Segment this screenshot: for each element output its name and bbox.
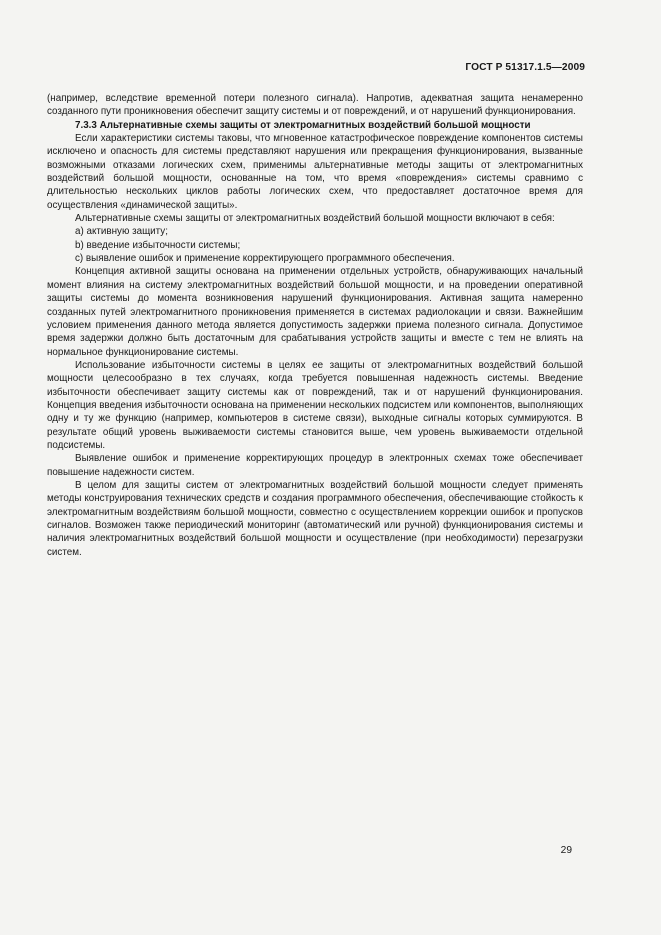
paragraph: Альтернативные схемы защиты от электромагнитных воздействий большой мощности включают в себя: bbox=[75, 213, 555, 225]
body-text bbox=[47, 92, 583, 559]
section-heading-7-3-3: 7.3.3 Альтернативные схемы защиты от электромагнитных воздействий большой мощности bbox=[75, 119, 531, 131]
standard-number-header: ГОСТ Р 51317.1.5—2009 bbox=[465, 62, 585, 73]
list-item-c: c) выявление ошибок и применение корректирующего программного обеспечения. bbox=[75, 253, 455, 265]
page-number: 29 bbox=[560, 845, 572, 856]
paragraph: Концепция активной защиты основана на применении отдельных устройств, обнаруживающих начальный момент влияния на систему электромагнитных воздействий большой мощности, и на проведении оперативной защиты системы до момента возникновения нарушений функционирования. Активная защита намеренно созданных путей электромагнитного проникновения применяется в системах радиолокации и связи. Важнейшим условием применения данного метода является допустимость задержки приема полезного сигнала. Допустимое время задержки должно быть достаточным для срабатывания устройств защиты и вместе с тем не влиять на нормальное функционирование системы. bbox=[47, 266, 583, 358]
paragraph: В целом для защиты систем от электромагнитных воздействий большой мощности следует применять методы конструирования технических средств и создания программного обеспечения, обеспечивающие стойкость к электромагнитным воздействиям большой мощности, совместно с осуществлением коррекции ошибок и пропусков сигналов. Возможен также периодический мониторинг (автоматический или ручной) функционирования системы и наличия электромагнитных воздействий большой мощности и осуществление (при необходимости) перезагрузки систем. bbox=[47, 479, 583, 558]
paragraph: Если характеристики системы таковы, что мгновенное катастрофическое повреждение компонентов системы исключено и опасность для системы представляют нарушения или прекращения функционирования, вызванные возможными отказами логических схем, применимы альтернативные методы защиты от электромагнитных воздействий большой мощности, основанные на том, что время «повреждения» системы сравнимо с длительностью нескольких циклов работы логических схем, что предоставляет достаточное время для осуществления «динамической защиты». bbox=[47, 133, 583, 211]
paragraph-continuation: (например, вследствие временной потери полезного сигнала). Напротив, адекватная защита ненамеренно созданного пути проникновения обеспечит защиту системы и от повреждений, и от нарушений функционирования. bbox=[47, 93, 583, 118]
list-item-b: b) введение избыточности системы; bbox=[75, 239, 241, 251]
paragraph: Использование избыточности системы в целях ее защиты от электромагнитных воздействий большой мощности целесообразно в тех случаях, когда требуется повышенная надежность системы. Введение избыточности обеспечивает защиту системы как от повреждений, так и от нарушений функционирования. Концепция введения избыточности основана на применении нескольких подсистем или компонентов, выполняющих одну и ту же функцию (например, компьютеров в системе связи), выходные сигналы которых суммируются. В результате общий уровень выживаемости системы становится выше, чем уровень выживаемости отдельной подсистемы. bbox=[47, 359, 583, 451]
list-item-a: a) активную защиту; bbox=[75, 226, 168, 238]
paragraph: Выявление ошибок и применение корректирующих процедур в электронных схемах тоже обеспечивает повышение надежности систем. bbox=[47, 453, 583, 478]
